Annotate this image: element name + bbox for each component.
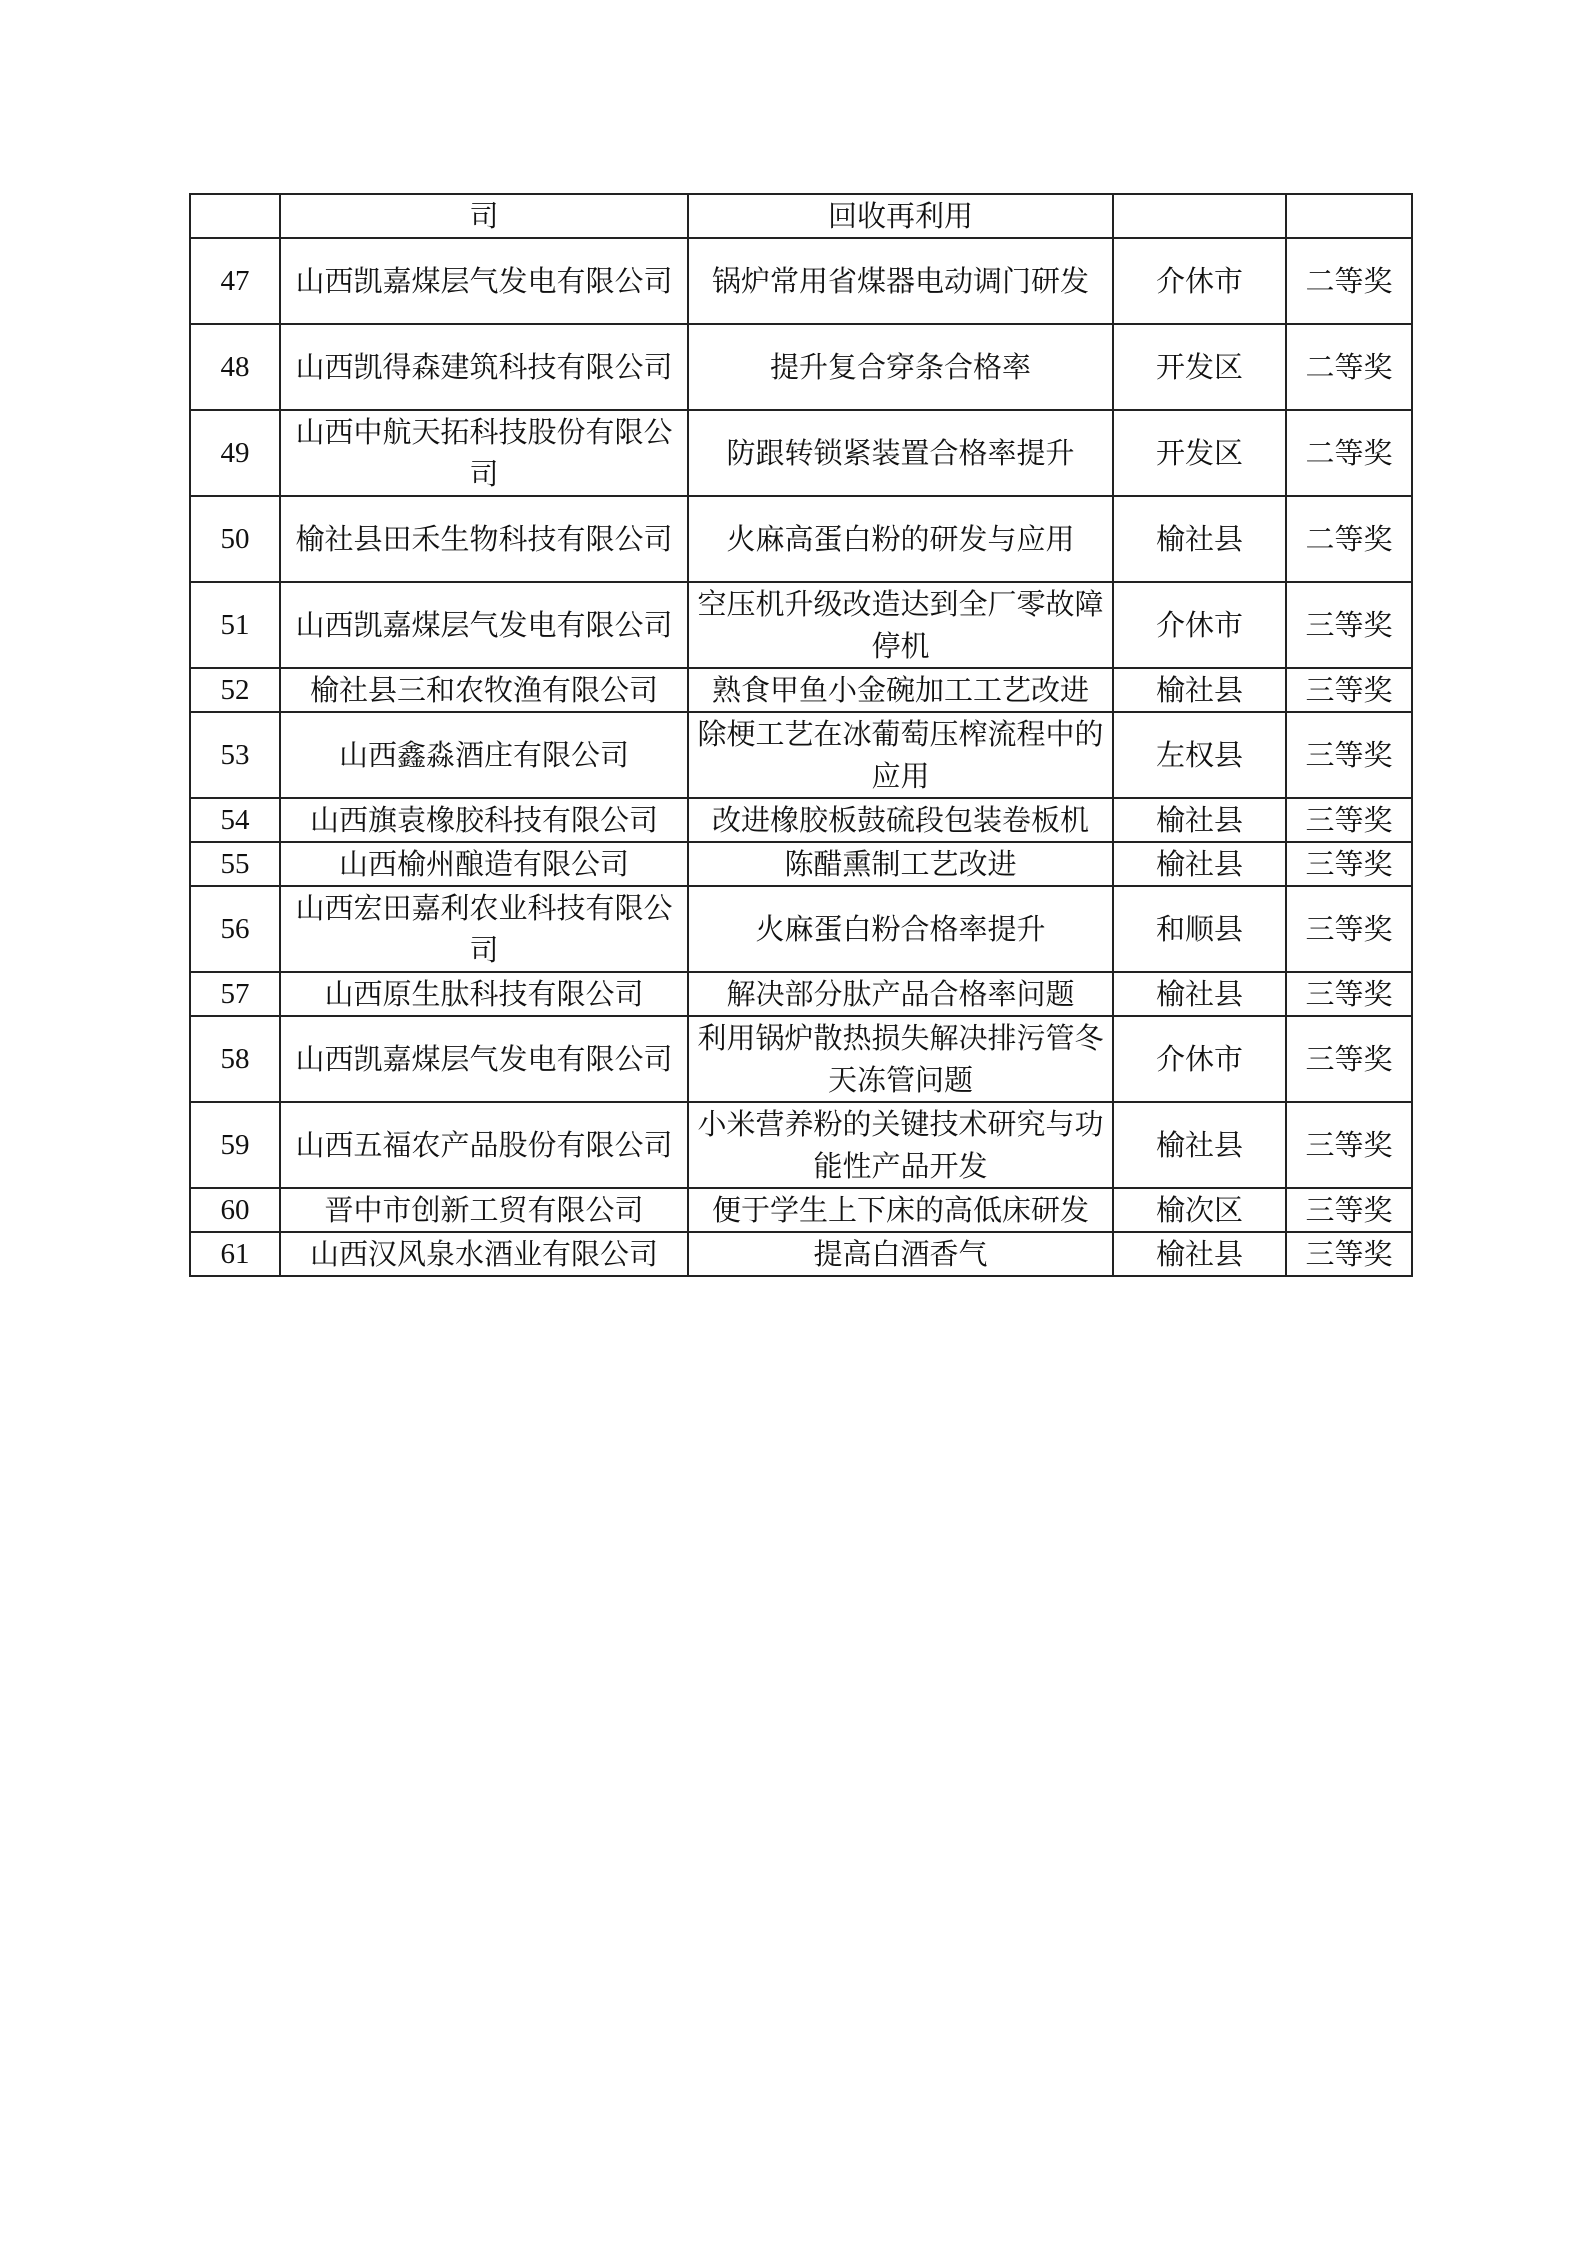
row-number-cell: 58 — [190, 1016, 280, 1102]
table-row — [190, 668, 1412, 712]
project-cell: 防跟转锁紧装置合格率提升 — [688, 410, 1113, 496]
company-cell: 山西五福农产品股份有限公司 — [280, 1102, 688, 1188]
project-cell: 便于学生上下床的高低床研发 — [688, 1188, 1113, 1232]
project-cell: 空压机升级改造达到全厂零故障停机 — [688, 582, 1113, 668]
project-cell: 火麻高蛋白粉的研发与应用 — [688, 496, 1113, 582]
row-number-cell: 53 — [190, 712, 280, 798]
company-cell: 山西原生肽科技有限公司 — [280, 972, 688, 1016]
project-cell: 回收再利用 — [688, 194, 1113, 238]
row-number-cell: 61 — [190, 1232, 280, 1276]
award-cell: 二等奖 — [1286, 324, 1412, 410]
company-cell: 山西汉风泉水酒业有限公司 — [280, 1232, 688, 1276]
award-cell: 三等奖 — [1286, 842, 1412, 886]
row-number-cell: 60 — [190, 1188, 280, 1232]
table-row — [190, 194, 1412, 238]
company-cell: 榆社县田禾生物科技有限公司 — [280, 496, 688, 582]
company-cell: 山西旗袁橡胶科技有限公司 — [280, 798, 688, 842]
company-cell: 山西凯嘉煤层气发电有限公司 — [280, 1016, 688, 1102]
area-cell: 左权县 — [1113, 712, 1286, 798]
table-row — [190, 410, 1412, 496]
area-cell: 榆社县 — [1113, 842, 1286, 886]
project-cell: 火麻蛋白粉合格率提升 — [688, 886, 1113, 972]
table-row — [190, 496, 1412, 582]
project-cell: 利用锅炉散热损失解决排污管冬天冻管问题 — [688, 1016, 1113, 1102]
row-number-cell: 48 — [190, 324, 280, 410]
area-cell: 榆社县 — [1113, 798, 1286, 842]
table-row — [190, 1016, 1412, 1102]
row-number-cell: 55 — [190, 842, 280, 886]
company-cell: 山西凯嘉煤层气发电有限公司 — [280, 238, 688, 324]
area-cell: 开发区 — [1113, 410, 1286, 496]
area-cell: 榆社县 — [1113, 1102, 1286, 1188]
project-cell: 提高白酒香气 — [688, 1232, 1113, 1276]
row-number-cell — [190, 194, 280, 238]
company-cell: 司 — [280, 194, 688, 238]
table-row — [190, 238, 1412, 324]
row-number-cell: 50 — [190, 496, 280, 582]
table-row — [190, 842, 1412, 886]
award-cell: 三等奖 — [1286, 582, 1412, 668]
awards-table — [189, 193, 1413, 1277]
award-cell: 三等奖 — [1286, 1188, 1412, 1232]
company-cell: 晋中市创新工贸有限公司 — [280, 1188, 688, 1232]
award-cell: 二等奖 — [1286, 238, 1412, 324]
company-cell: 山西凯嘉煤层气发电有限公司 — [280, 582, 688, 668]
award-cell: 三等奖 — [1286, 668, 1412, 712]
table-row — [190, 582, 1412, 668]
company-cell: 山西榆州酿造有限公司 — [280, 842, 688, 886]
area-cell: 榆社县 — [1113, 972, 1286, 1016]
award-cell: 三等奖 — [1286, 1102, 1412, 1188]
area-cell: 榆次区 — [1113, 1188, 1286, 1232]
row-number-cell: 51 — [190, 582, 280, 668]
award-cell: 三等奖 — [1286, 798, 1412, 842]
award-cell: 三等奖 — [1286, 886, 1412, 972]
table-row — [190, 712, 1412, 798]
table-row — [190, 1188, 1412, 1232]
row-number-cell: 49 — [190, 410, 280, 496]
award-cell — [1286, 194, 1412, 238]
table-row — [190, 972, 1412, 1016]
company-cell: 山西凯得森建筑科技有限公司 — [280, 324, 688, 410]
row-number-cell: 54 — [190, 798, 280, 842]
area-cell: 榆社县 — [1113, 668, 1286, 712]
area-cell: 和顺县 — [1113, 886, 1286, 972]
row-number-cell: 47 — [190, 238, 280, 324]
row-number-cell: 56 — [190, 886, 280, 972]
company-cell: 榆社县三和农牧渔有限公司 — [280, 668, 688, 712]
award-cell: 三等奖 — [1286, 712, 1412, 798]
area-cell: 榆社县 — [1113, 496, 1286, 582]
area-cell: 介休市 — [1113, 582, 1286, 668]
area-cell — [1113, 194, 1286, 238]
company-cell: 山西鑫淼酒庄有限公司 — [280, 712, 688, 798]
area-cell: 介休市 — [1113, 1016, 1286, 1102]
table-row — [190, 1102, 1412, 1188]
row-number-cell: 52 — [190, 668, 280, 712]
company-cell: 山西宏田嘉利农业科技有限公司 — [280, 886, 688, 972]
table-row — [190, 886, 1412, 972]
awards-table-body — [190, 194, 1412, 1276]
award-cell: 三等奖 — [1286, 972, 1412, 1016]
project-cell: 锅炉常用省煤器电动调门研发 — [688, 238, 1113, 324]
project-cell: 除梗工艺在冰葡萄压榨流程中的应用 — [688, 712, 1113, 798]
project-cell: 小米营养粉的关键技术研究与功能性产品开发 — [688, 1102, 1113, 1188]
area-cell: 开发区 — [1113, 324, 1286, 410]
row-number-cell: 57 — [190, 972, 280, 1016]
area-cell: 介休市 — [1113, 238, 1286, 324]
award-cell: 二等奖 — [1286, 496, 1412, 582]
table-row — [190, 1232, 1412, 1276]
award-cell: 二等奖 — [1286, 410, 1412, 496]
area-cell: 榆社县 — [1113, 1232, 1286, 1276]
project-cell: 改进橡胶板鼓硫段包装卷板机 — [688, 798, 1113, 842]
project-cell: 陈醋熏制工艺改进 — [688, 842, 1113, 886]
award-cell: 三等奖 — [1286, 1232, 1412, 1276]
table-row — [190, 324, 1412, 410]
project-cell: 熟食甲鱼小金碗加工工艺改进 — [688, 668, 1113, 712]
table-row — [190, 798, 1412, 842]
row-number-cell: 59 — [190, 1102, 280, 1188]
project-cell: 提升复合穿条合格率 — [688, 324, 1113, 410]
company-cell: 山西中航天拓科技股份有限公司 — [280, 410, 688, 496]
project-cell: 解决部分肽产品合格率问题 — [688, 972, 1113, 1016]
award-cell: 三等奖 — [1286, 1016, 1412, 1102]
